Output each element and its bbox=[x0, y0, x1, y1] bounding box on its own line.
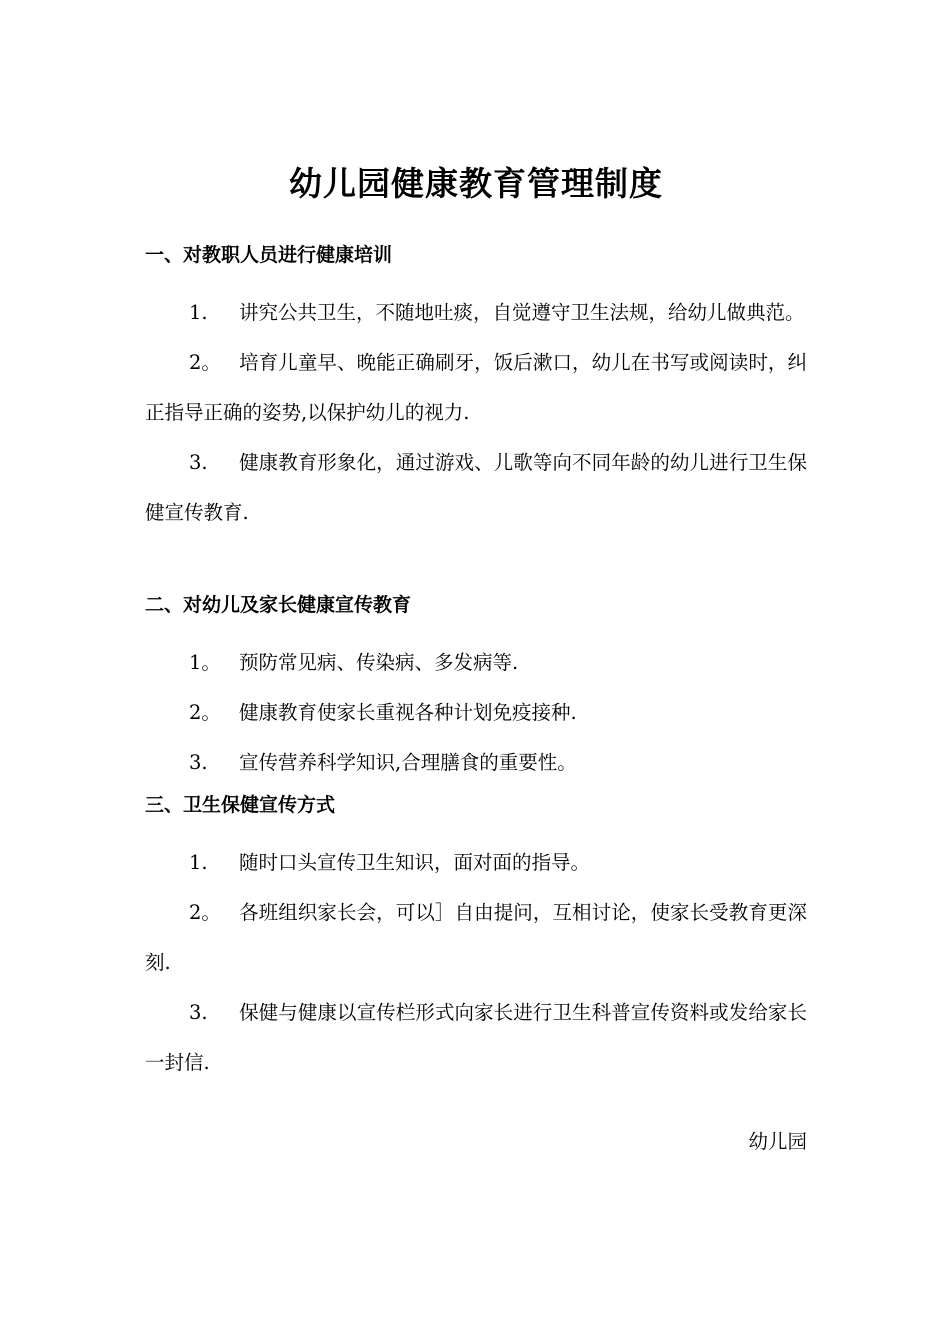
item-number: 3. bbox=[189, 751, 208, 774]
list-item bbox=[145, 688, 807, 738]
item-number: 3. bbox=[189, 1001, 208, 1024]
list-item bbox=[145, 738, 807, 788]
item-text: 各班组织家长会，可以］自由提问，互相讨论，使家长受教育更深刻. bbox=[145, 901, 807, 974]
item-text: 健康教育使家长重视各种计划免疫接种. bbox=[239, 701, 577, 724]
item-text: 保健与健康以宣传栏形式向家长进行卫生科普宣传资料或发给家长一封信. bbox=[145, 1001, 807, 1074]
item-number: 3. bbox=[189, 451, 208, 474]
section-heading: 三、卫生保健宣传方式 bbox=[145, 794, 336, 816]
item-number: 2。 bbox=[189, 351, 221, 374]
item-number: 1. bbox=[189, 301, 208, 324]
item-number: 2。 bbox=[189, 901, 221, 924]
item-text: 培育儿童早、晚能正确刷牙，饭后漱口，幼儿在书写或阅读时，纠正指导正确的姿势,以保护幼儿的视力. bbox=[145, 351, 807, 424]
list-item bbox=[145, 438, 807, 538]
item-text: 健康教育形象化，通过游戏、儿歌等向不同年龄的幼儿进行卫生保健宣传教育. bbox=[145, 451, 807, 524]
list-item bbox=[145, 338, 807, 438]
section-3 bbox=[145, 788, 807, 1088]
item-text: 讲究公共卫生，不随地吐痰，自觉遵守卫生法规，给幼儿做典范。 bbox=[239, 301, 805, 324]
section-2 bbox=[145, 588, 807, 788]
signature: 幼儿园 bbox=[748, 1130, 807, 1153]
item-number: 1. bbox=[189, 851, 208, 874]
section-1 bbox=[145, 238, 807, 538]
item-number: 2。 bbox=[189, 701, 221, 724]
section-heading: 二、对幼儿及家长健康宣传教育 bbox=[145, 594, 412, 616]
list-item bbox=[145, 888, 807, 988]
list-item bbox=[145, 838, 807, 888]
item-number: 1。 bbox=[189, 651, 221, 674]
list-item bbox=[145, 988, 807, 1088]
list-item bbox=[145, 288, 807, 338]
item-text: 宣传营养科学知识,合理膳食的重要性。 bbox=[239, 751, 577, 774]
item-text: 随时口头宣传卫生知识，面对面的指导。 bbox=[239, 851, 591, 874]
list-item bbox=[145, 638, 807, 688]
section-heading: 一、对教职人员进行健康培训 bbox=[145, 244, 393, 266]
item-text: 预防常见病、传染病、多发病等. bbox=[239, 651, 519, 674]
page-title: 幼儿园健康教育管理制度 bbox=[289, 164, 663, 203]
